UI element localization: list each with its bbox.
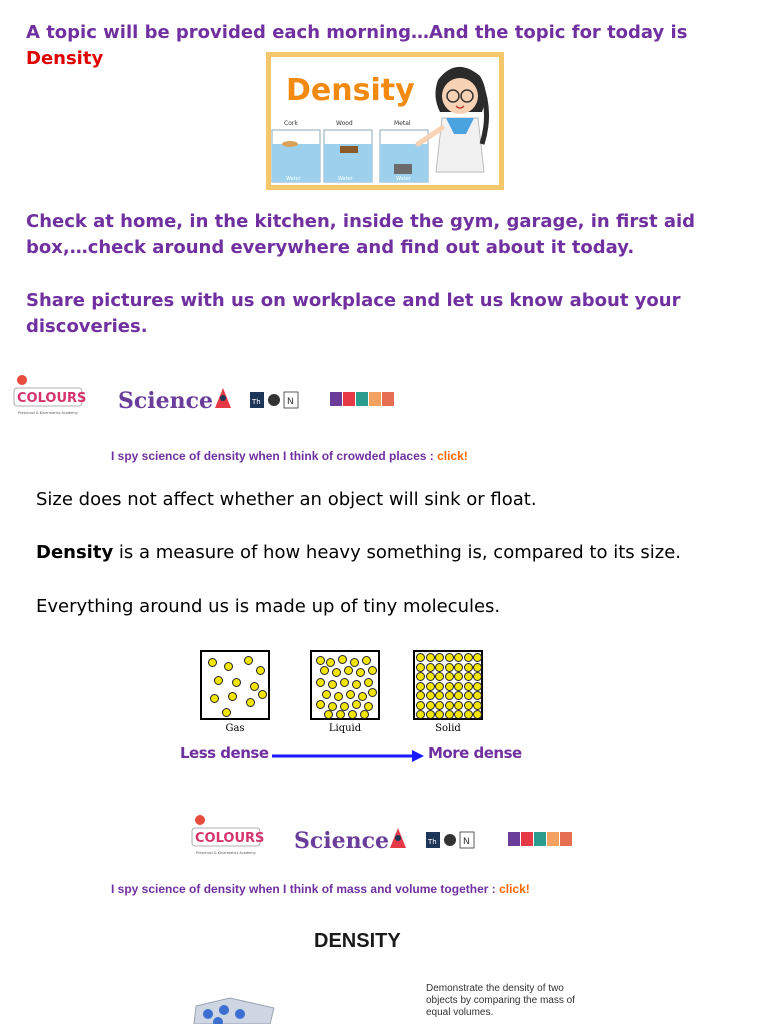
molecule: [258, 690, 267, 699]
molecule: [316, 656, 325, 665]
jar-water-3: Water: [396, 176, 411, 182]
molecule: [473, 691, 482, 700]
topic-name: Density: [26, 48, 104, 69]
science-a-thon-logo: [118, 388, 298, 414]
science-a-thon-logo-2: [294, 828, 474, 854]
molecule: [346, 690, 355, 699]
molecule: [445, 710, 454, 719]
molecule: [316, 700, 325, 709]
molecule: [322, 690, 331, 699]
molecule: [464, 663, 473, 672]
colours-logo-text-2: COLOURS: [195, 831, 265, 846]
molecule: [250, 682, 259, 691]
molecule: [445, 653, 454, 662]
molecule: [416, 682, 425, 691]
molecule: [426, 682, 435, 691]
athon-n-2: N: [463, 837, 470, 847]
molecule: [326, 658, 335, 667]
molecule: [208, 658, 217, 667]
spy-line-1: [111, 449, 468, 463]
density-cube-illustration: [190, 994, 280, 1024]
athon-n: N: [287, 397, 294, 407]
molecule: [324, 710, 333, 719]
molecule: [338, 655, 347, 664]
molecule: [320, 666, 329, 675]
molecule: [416, 653, 425, 662]
molecule: [332, 668, 341, 677]
molecule: [352, 700, 361, 709]
colours-logo-sub-2: Preschool & Kinermatics Academy: [196, 851, 256, 855]
stem-icons-logo-2: [508, 832, 572, 846]
molecule: [368, 688, 377, 697]
spy-text-2: I spy science of density when I think of mass and volume together: [111, 882, 489, 896]
molecule: [454, 653, 463, 662]
molecule: [473, 682, 482, 691]
molecule: [416, 710, 425, 719]
molecule: [435, 672, 444, 681]
share-paragraph: Share pictures with us on workplace and let us know about your discoveries.: [26, 290, 681, 337]
molecule: [426, 691, 435, 700]
spy-link-2[interactable]: click!: [499, 882, 530, 896]
molecule: [358, 692, 367, 701]
molecule: [340, 678, 349, 687]
solid-label: Solid: [435, 723, 461, 734]
molecule: [473, 710, 482, 719]
athon-th-2: Th: [428, 838, 437, 846]
jar-water-2: Water: [338, 176, 353, 182]
logo-row-2: [190, 814, 590, 860]
more-dense-label: More dense: [428, 744, 522, 762]
molecule: [445, 663, 454, 672]
molecule: [464, 710, 473, 719]
spy-sep-1: :: [426, 449, 438, 463]
molecule: [362, 656, 371, 665]
molecule: [473, 653, 482, 662]
molecule: [454, 682, 463, 691]
molecule: [454, 663, 463, 672]
spy-text-1: I spy science of density when I think of crowded places: [111, 449, 427, 463]
molecule: [416, 691, 425, 700]
liquid-label: Liquid: [328, 723, 362, 734]
molecule: [316, 678, 325, 687]
molecule: [445, 701, 454, 710]
colours-logo-2: [192, 815, 264, 855]
molecule: [416, 701, 425, 710]
jar-label-metal: Metal: [394, 120, 411, 127]
jar-water-1: Water: [286, 176, 301, 182]
molecule: [426, 663, 435, 672]
molecule: [222, 708, 231, 717]
molecule: [228, 692, 237, 701]
less-dense-label: Less dense: [180, 744, 269, 762]
banner-title: Density: [286, 73, 415, 108]
molecule: [364, 678, 373, 687]
density-banner-illustration: [266, 52, 504, 190]
molecule: [426, 672, 435, 681]
molecule: [246, 698, 255, 707]
molecule: [426, 701, 435, 710]
molecule: [244, 656, 253, 665]
molecule: [464, 691, 473, 700]
liquid-box: [310, 650, 380, 720]
molecule: [416, 672, 425, 681]
jar-label-wood: Wood: [336, 120, 353, 127]
molecule: [344, 666, 353, 675]
molecule: [350, 658, 359, 667]
molecule: [232, 678, 241, 687]
spy-sep-2: :: [488, 882, 500, 896]
stem-icons-logo: [330, 392, 394, 406]
density-banner: [266, 52, 504, 190]
molecule: [336, 710, 345, 719]
fact-2-text: is a measure of how heavy something is, compared to its size.: [113, 542, 682, 563]
molecule: [464, 682, 473, 691]
molecule: [210, 694, 219, 703]
molecule: [454, 710, 463, 719]
gas-box: [200, 650, 270, 720]
molecule: [454, 701, 463, 710]
solid-box: [413, 650, 483, 720]
science-logo-text-2: Science: [294, 828, 390, 854]
check-paragraph: Check at home, in the kitchen, inside the gym, garage, in first aid box,…check around everywhere and find out about it today.: [26, 211, 696, 258]
spy-line-2: [111, 882, 530, 896]
molecule: [360, 710, 369, 719]
fact-2-bold: Density: [36, 542, 114, 563]
science-logo-text: Science: [118, 388, 214, 414]
molecule: [435, 710, 444, 719]
molecule-diagram: [170, 644, 550, 772]
molecule: [435, 701, 444, 710]
molecule: [435, 663, 444, 672]
molecule: [454, 691, 463, 700]
molecule: [445, 672, 454, 681]
molecule: [328, 680, 337, 689]
molecule: [352, 680, 361, 689]
molecule: [214, 676, 223, 685]
molecule: [445, 691, 454, 700]
fact-2: [36, 542, 681, 563]
molecule: [464, 701, 473, 710]
logo-row-1: [12, 374, 412, 420]
logos-graphic-2: [190, 814, 590, 860]
molecule: [445, 682, 454, 691]
fact-1-text: Size does not affect whether an object will sink or float.: [36, 489, 537, 510]
molecule: [464, 653, 473, 662]
athon-th: Th: [252, 398, 261, 406]
demo-text: Demonstrate the density of two objects by comparing the mass of equal volumes.: [426, 983, 575, 1018]
molecule: [473, 701, 482, 710]
molecule: [435, 691, 444, 700]
density-arrow: [270, 748, 426, 764]
molecule: [256, 666, 265, 675]
fact-1: [36, 489, 537, 510]
molecule: [426, 653, 435, 662]
intro-prefix: A topic will be provided each morning…And the topic for today is: [26, 22, 688, 43]
colours-logo: [14, 375, 86, 415]
density-heading: DENSITY: [314, 930, 401, 952]
molecule: [435, 653, 444, 662]
colours-logo-text: COLOURS: [17, 391, 87, 406]
molecule: [454, 672, 463, 681]
molecule: [368, 666, 377, 675]
molecule: [356, 668, 365, 677]
molecule: [435, 682, 444, 691]
molecule: [473, 663, 482, 672]
molecule: [473, 672, 482, 681]
molecule: [416, 663, 425, 672]
molecule: [224, 662, 233, 671]
jar-label-cork: Cork: [284, 120, 298, 127]
molecule: [464, 672, 473, 681]
molecule: [426, 710, 435, 719]
fact-3: [36, 596, 500, 617]
molecule: [334, 692, 343, 701]
gas-label: Gas: [225, 723, 245, 734]
colours-logo-sub: Preschool & Kinermatics Academy: [18, 411, 78, 415]
logos-graphic: [12, 374, 412, 420]
fact-3-text: Everything around us is made up of tiny molecules.: [36, 596, 501, 617]
spy-link-1[interactable]: click!: [437, 449, 468, 463]
molecule: [348, 710, 357, 719]
